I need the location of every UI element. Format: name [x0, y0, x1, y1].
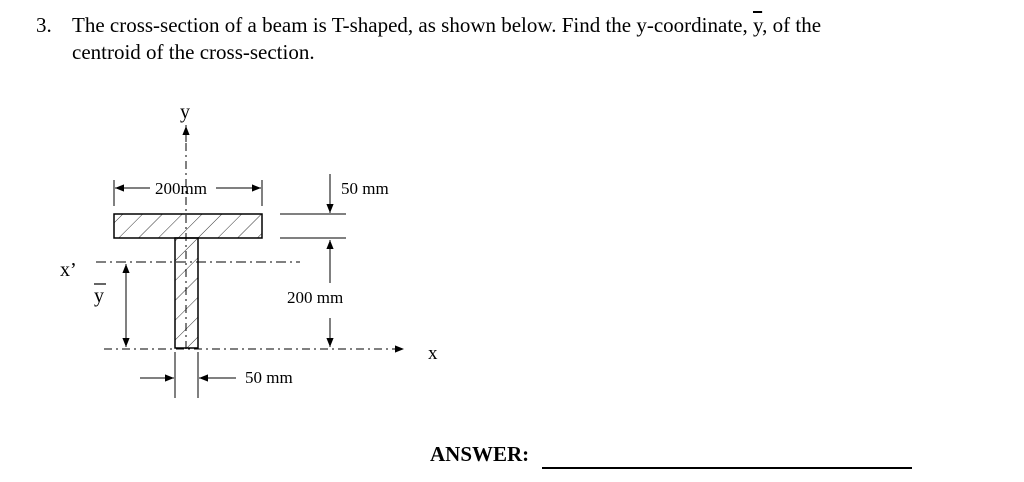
x-axis-label: x — [428, 343, 438, 364]
web-width-label: 50 mm — [245, 368, 293, 387]
flange-width-label: 200mm — [155, 179, 207, 198]
problem-line1-end: , of the — [762, 13, 822, 37]
ybar-symbol: $\overline{y}$ — [752, 13, 763, 37]
answer-input-line[interactable] — [542, 467, 912, 469]
problem-number: 3. — [36, 13, 52, 37]
ybar-label: y — [94, 285, 104, 307]
flange-thickness-label: 50 mm — [341, 179, 389, 198]
xprime-label: x’ — [60, 259, 77, 281]
y-axis-label: y — [180, 101, 190, 123]
problem-line2: centroid of the cross-section. — [72, 40, 315, 64]
flange-rect — [114, 214, 262, 238]
web-height-label: 200 mm — [287, 288, 344, 307]
answer-label: ANSWER: — [430, 442, 530, 466]
problem-line1: The cross-section of a beam is T-shaped, as shown below. Find the y-coordinate, — [72, 13, 753, 37]
